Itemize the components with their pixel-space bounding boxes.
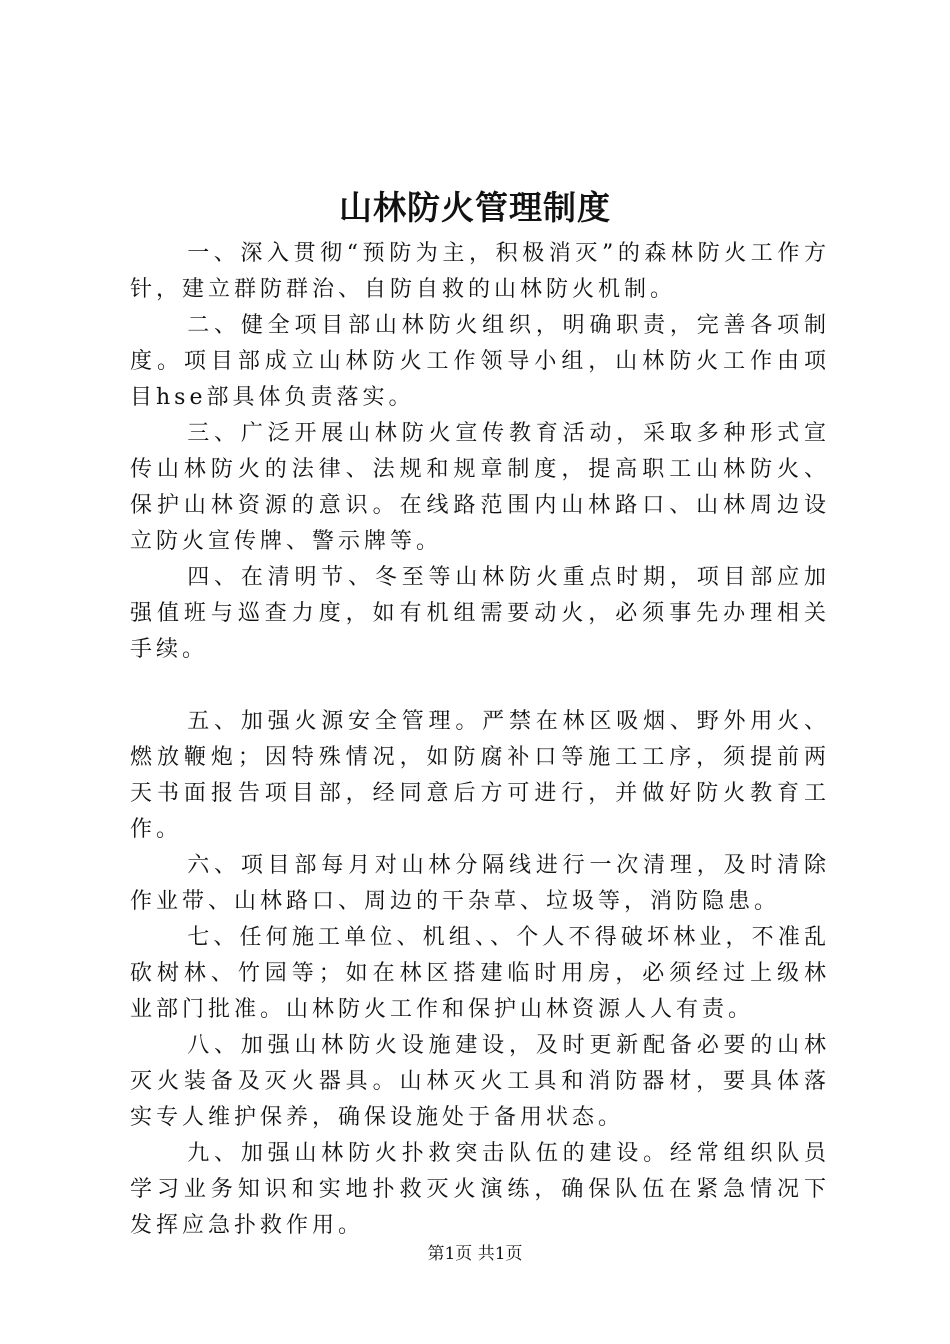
paragraph-5: 五、加强火源安全管理。严禁在林区吸烟、野外用火、燃放鞭炮；因特殊情况，如防腐补口等施工工序，须提前两天书面报告项目部，经同意后方可进行，并做好防火教育工作。	[130, 709, 830, 842]
paragraph-3: 三、广泛开展山林防火宣传教育活动，采取多种形式宣传山林防火的法律、法规和规章制度，提高职工山林防火、保护山林资源的意识。在线路范围内山林路口、山林周边设立防火宣传牌、警示牌等。	[130, 421, 830, 554]
paragraph-7: 七、任何施工单位、机组、、个人不得破坏林业，不准乱砍树林、竹园等；如在林区搭建临时用房，必须经过上级林业部门批准。山林防火工作和保护山林资源人人有责。	[130, 925, 830, 1022]
page-footer: 第1页 共1页	[427, 1244, 523, 1264]
document-body	[130, 236, 830, 1244]
paragraph-8: 八、加强山林防火设施建设，及时更新配备必要的山林灭火装备及灭火器具。山林灭火工具和消防器材，要具体落实专人维护保养，确保设施处于备用状态。	[130, 1033, 830, 1130]
paragraph-6: 六、项目部每月对山林分隔线进行一次清理，及时清除作业带、山林路口、周边的干杂草、垃圾等，消防隐患。	[130, 853, 830, 914]
paragraph-1: 一、深入贯彻“预防为主，积极消灭”的森林防火工作方针，建立群防群治、自防自救的山林防火机制。	[130, 241, 830, 302]
paragraph-4: 四、在清明节、冬至等山林防火重点时期，项目部应加强值班与巡查力度，如有机组需要动火，必须事先办理相关手续。	[130, 565, 830, 662]
document-title: 山林防火管理制度	[339, 188, 611, 227]
paragraph-9: 九、加强山林防火扑救突击队伍的建设。经常组织队员学习业务知识和实地扑救灭火演练，确保队伍在紧急情况下发挥应急扑救作用。	[130, 1141, 830, 1238]
paragraph-2: 二、健全项目部山林防火组织，明确职责，完善各项制度。项目部成立山林防火工作领导小组，山林防火工作由项目hse部具体负责落实。	[130, 313, 830, 410]
